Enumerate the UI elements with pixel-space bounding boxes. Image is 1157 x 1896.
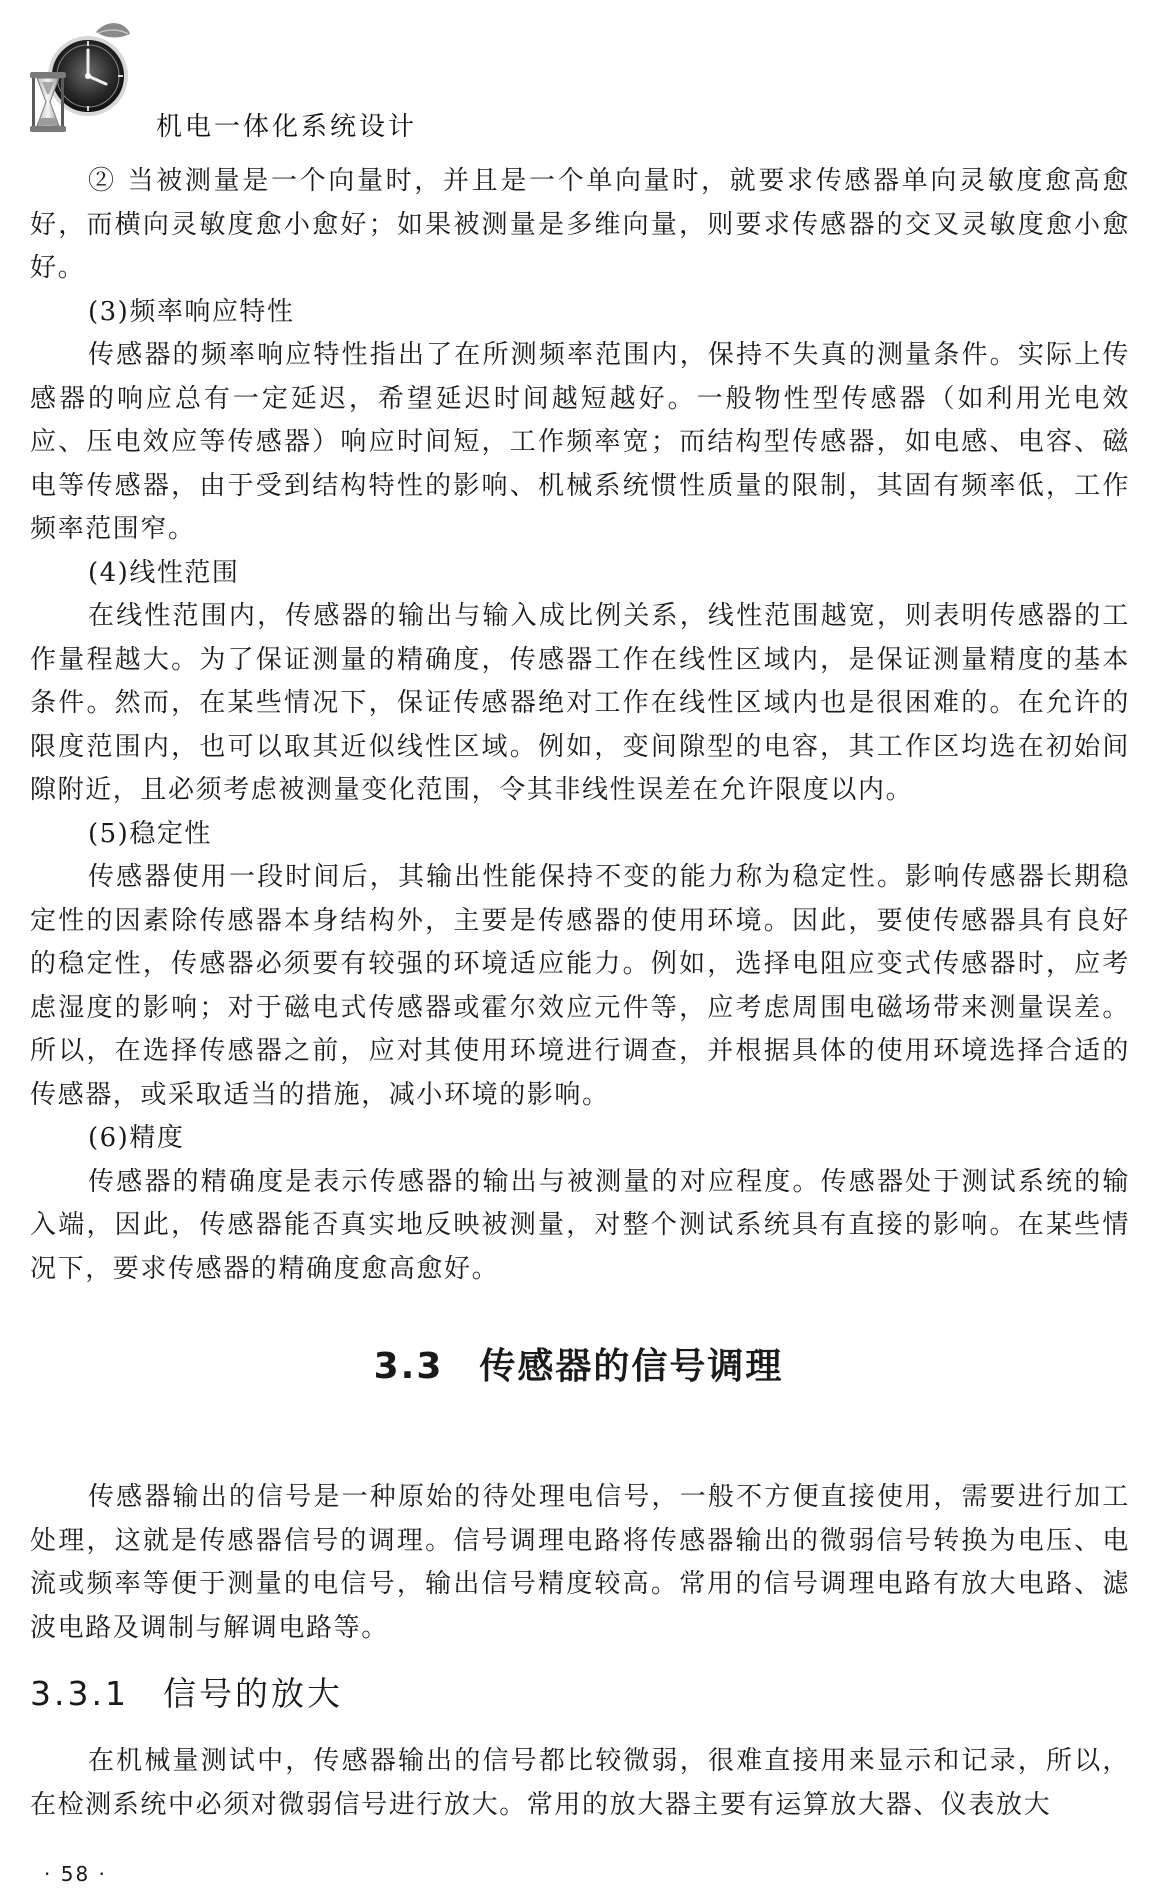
- book-title: 机电一体化系统设计: [156, 112, 418, 142]
- body-text-top: [30, 160, 1130, 1291]
- subheading-stability: (5)稳定性: [88, 818, 212, 849]
- paragraph-signal-amplification: 在机械量测试中，传感器输出的信号都比较微弱，很难直接用来显示和记录，所以，在检测系统中必须对微弱信号进行放大。常用的放大器主要有运算放大器、仪表放大: [30, 1746, 1130, 1820]
- paragraph-signal-conditioning: 传感器输出的信号是一种原始的待处理电信号，一般不方便直接使用，需要进行加工处理，这就是传感器信号的调理。信号调理电路将传感器输出的微弱信号转换为电压、电流或频率等便于测量的电信号，输出信号精度较高。常用的信号调理电路有放大电路、滤波电路及调制与解调电路等。: [30, 1482, 1130, 1643]
- subheading-linear-range: (4)线性范围: [88, 557, 240, 588]
- section-title-text: 传感器的信号调理: [479, 1346, 784, 1387]
- subsection-body: [30, 1740, 1130, 1827]
- section-number: 3.3: [373, 1346, 444, 1387]
- paragraph-linear-range: 在线性范围内，传感器的输出与输入成比例关系，线性范围越宽，则表明传感器的工作量程越大。为了保证测量的精确度，传感器工作在线性区域内，是保证测量精度的基本条件。然而，在某些情况下，保证传感器绝对工作在线性区域内也是很困难的。在允许的限度范围内，也可以取其近似线性区域。例如，变间隙型的电容，其工作区均选在初始间隙附近，且必须考虑被测量变化范围，令其非线性误差在允许限度以内。: [30, 601, 1130, 805]
- subsection-number: 3.3.1: [30, 1674, 129, 1713]
- paragraph-sensitivity: ② 当被测量是一个向量时，并且是一个单向量时，就要求传感器单向灵敏度愈高愈好，而横向灵敏度愈小愈好；如果被测量是多维向量，则要求传感器的交叉灵敏度愈小愈好。: [30, 166, 1130, 283]
- subheading-accuracy: (6)精度: [88, 1123, 185, 1153]
- page-header: [26, 18, 626, 142]
- hourglass-clock-icon: [26, 18, 146, 138]
- paragraph-stability: 传感器使用一段时间后，其输出性能保持不变的能力称为稳定性。影响传感器长期稳定性的因素除传感器本身结构外，主要是传感器的使用环境。因此，要使传感器具有良好的稳定性，传感器必须要有较强的环境适应能力。例如，选择电阻应变式传感器时，应考虑湿度的影响；对于磁电式传感器或霍尔效应元件等，应考虑周围电磁场带来测量误差。所以，在选择传感器之前，应对其使用环境进行调查，并根据具体的使用环境选择合适的传感器，或采取适当的措施，减小环境的影响。: [30, 862, 1130, 1110]
- paragraph-frequency-response: 传感器的频率响应特性指出了在所测频率范围内，保持不失真的测量条件。实际上传感器的响应总有一定延迟，希望延迟时间越短越好。一般物性型传感器（如利用光电效应、压电效应等传感器）响应时间短，工作频率宽；而结构型传感器，如电感、电容、磁电等传感器，由于受到结构特性的影响、机械系统惯性质量的限制，其固有频率低，工作频率范围窄。: [30, 340, 1130, 544]
- subsection-heading: [30, 1668, 343, 1715]
- subheading-frequency-response: (3)频率响应特性: [88, 296, 295, 327]
- page-number: · 58 ·: [44, 1862, 107, 1886]
- section-heading: [0, 1338, 1157, 1389]
- subsection-title-text: 信号的放大: [162, 1674, 343, 1713]
- paragraph-accuracy: 传感器的精确度是表示传感器的输出与被测量的对应程度。传感器处于测试系统的输入端，因此，传感器能否真实地反映被测量，对整个测试系统具有直接的影响。在某些情况下，要求传感器的精确度愈高愈好。: [30, 1166, 1130, 1284]
- section-intro: [30, 1476, 1130, 1650]
